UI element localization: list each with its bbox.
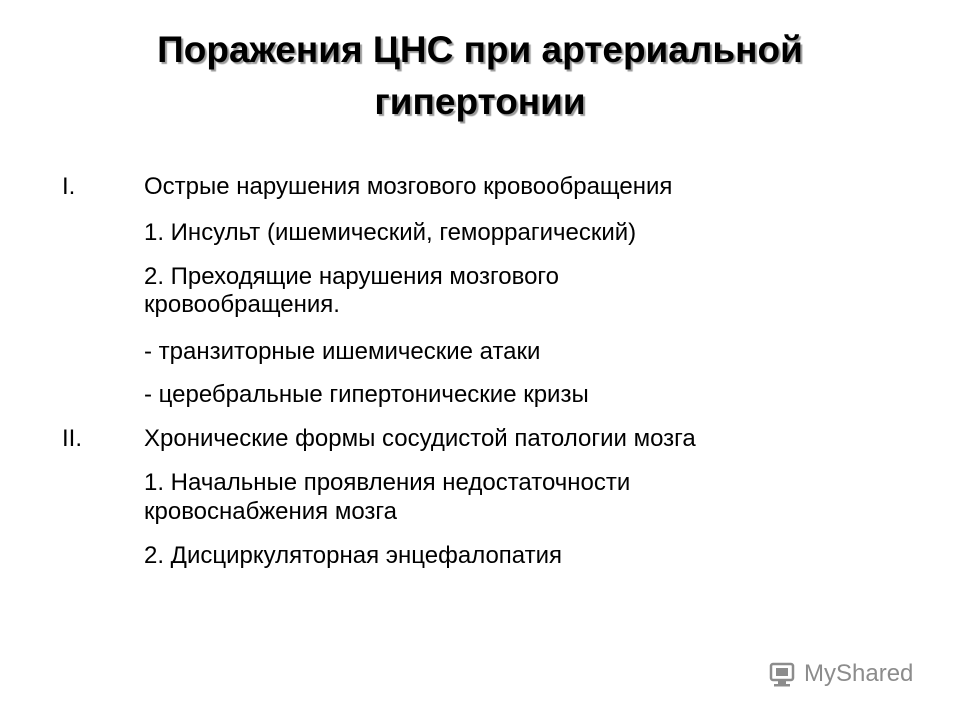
- myshared-logo-icon: [768, 659, 798, 689]
- slide-title-line-2: гипертонии: [374, 81, 586, 122]
- slide-title-line-1: Поражения ЦНС при артериальной: [157, 29, 803, 70]
- section-1-heading: Острые нарушения мозгового кровообращения: [144, 173, 673, 200]
- section-2-heading: Хронические формы сосудистой патологии мозга: [144, 425, 696, 452]
- section-1-numeral: I.: [62, 173, 76, 200]
- watermark-text: MyShared: [804, 660, 914, 687]
- outline-list: I. Острые нарушения мозгового кровообращения 1. Инсульт (ишемический, геморрагический) 2. Преходящие нарушения мозгового кровообращения. - транзиторные ишемические атаки - церебральные гипертонические кризы II. Хронические формы сосудистой патологии мозга 1. Начальные проявления недостаточности кровоснабжения мозга 2. Дисциркуляторная энцефалопатия: [62, 173, 696, 569]
- section-2-numeral: II.: [62, 425, 83, 452]
- myshared-watermark: [768, 656, 928, 692]
